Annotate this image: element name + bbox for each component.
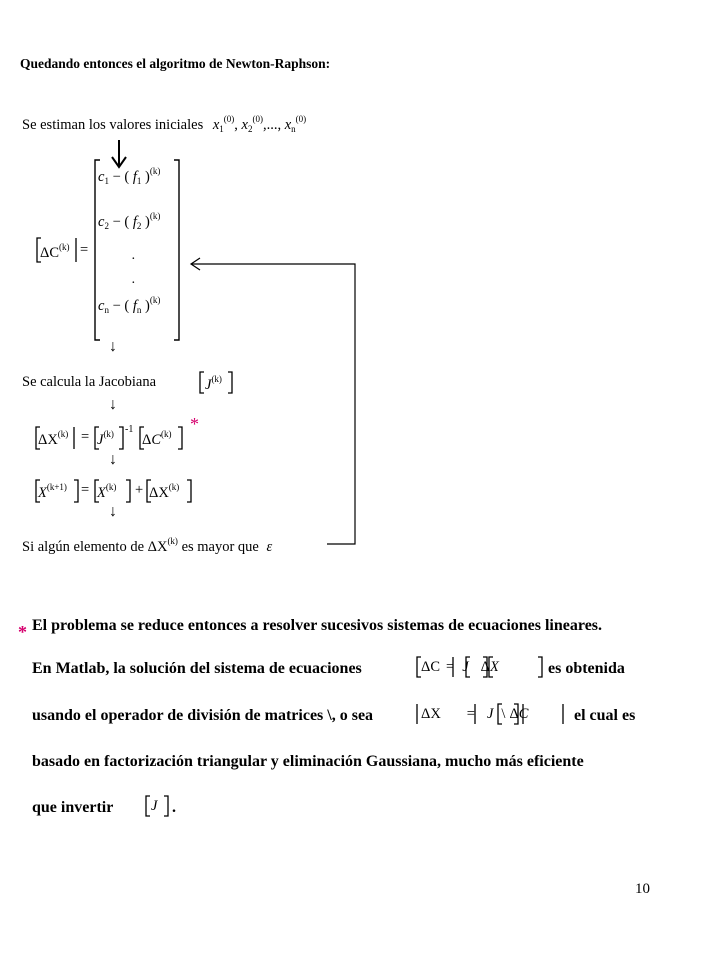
vector-dot-2: · — [131, 276, 136, 291]
initial-values-line: Se estiman los valores iniciales $x_1^{(0)}$, $x_2^{(0)}$,..., $x_n^{(0)}$ — [22, 114, 307, 134]
feedback-loop-arrow — [191, 258, 355, 544]
convergence-delta-x: ΔX$^{(k)}$ — [147, 536, 178, 555]
x-update-equals: = — [81, 482, 90, 498]
body-line-4: basado en factorización triangular y eliminación Gaussiana, mucho más eficiente — [32, 753, 584, 770]
arrow-down-large-icon — [112, 140, 126, 167]
body-asterisk: * — [18, 622, 27, 642]
delta-x-rhs-dc: ΔC$^{(k)}$ — [142, 429, 172, 448]
vector-dot-1: · — [131, 252, 136, 267]
arrow-down-icon: ↓ — [109, 451, 117, 468]
inline-eq2: ΔX = J \ ΔC — [421, 706, 529, 722]
page-number: 10 — [635, 881, 650, 897]
delta-x-equals: = — [81, 429, 90, 445]
initial-var-1: $x_1^{(0)}$ — [212, 114, 235, 134]
convergence-text-2: es mayor que — [181, 539, 259, 555]
x-update-lhs: $X^{(k+1)}$ — [38, 482, 67, 501]
delta-c-equals: = — [80, 242, 89, 258]
x-update-plus: + — [135, 482, 144, 498]
vector-entry-n: $c_n$ − ( $f_n$ )$^{(k)}$ — [98, 295, 161, 315]
body-line-2b: es obtenida — [548, 660, 625, 677]
x-update-brackets — [36, 480, 191, 502]
arrow-down-icon: ↓ — [109, 396, 117, 413]
convergence-text-1: Si algún elemento de — [22, 539, 145, 555]
vector-bracket — [95, 160, 179, 340]
x-update-dx: ΔX$^{(k)}$ — [149, 482, 180, 501]
arrow-down-icon: ↓ — [109, 503, 117, 520]
initial-var-n: $x_n^{(0)}$ — [284, 114, 307, 134]
vector-entry-1: $c_1$ − ( $f_1$ )$^{(k)}$ — [98, 166, 161, 186]
jacobian-symbol: $J^{(k)}$ — [205, 374, 222, 393]
inline-eq3: J — [151, 798, 158, 814]
body-line-3a: usando el operador de división de matrices \, o sea — [32, 707, 374, 724]
delta-x-equation-brackets — [36, 427, 182, 449]
arrow-down-icon: ↓ — [109, 338, 117, 355]
delta-c-lhs: ΔC$^{(k)}$ — [40, 242, 70, 261]
step-asterisk: * — [190, 414, 199, 434]
jacobian-bracket — [200, 372, 232, 393]
delta-x-lhs: ΔX$^{(k)}$ — [38, 429, 69, 448]
inline-eq1: ΔC = J ΔX — [421, 659, 499, 675]
delta-c-lhs-bracket — [37, 238, 76, 262]
vector-entry-2: $c_2$ − ( $f_2$ )$^{(k)}$ — [98, 211, 161, 231]
jacobian-text: Se calcula la Jacobiana — [22, 374, 157, 390]
delta-x-jacobian: $J^{(k)}$ — [97, 429, 114, 448]
epsilon-symbol: ε — [266, 539, 273, 555]
body-line-5a: que invertir — [32, 799, 114, 816]
initial-ellipsis: ,..., — [262, 117, 282, 133]
page-heading: Quedando entonces el algoritmo de Newton-Raphson: — [20, 56, 331, 71]
body-line-1: El problema se reduce entonces a resolver sucesivos sistemas de ecuaciones lineares. — [32, 617, 603, 634]
initial-var-2: $x_2^{(0)}$ — [241, 114, 263, 134]
inverse-superscript: -1 — [125, 424, 134, 435]
initial-values-text: Se estiman los valores iniciales — [22, 117, 204, 133]
body-line-5b: . — [172, 799, 176, 816]
x-update-x: $X^{(k)}$ — [97, 482, 117, 501]
body-line-3b: el cual es — [574, 707, 636, 724]
body-line-2a: En Matlab, la solución del sistema de ecuaciones — [32, 660, 362, 677]
